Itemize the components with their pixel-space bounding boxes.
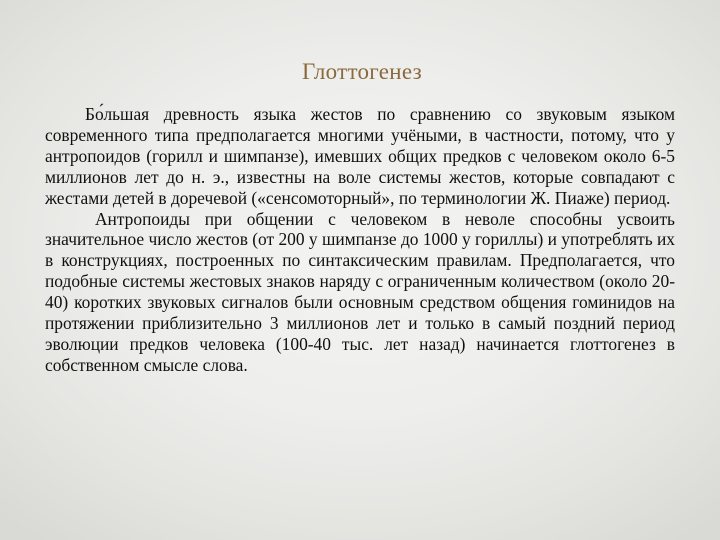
- slide-title: Глоттогенез: [301, 59, 423, 84]
- paragraph-2: Антропоиды при общении с человеком в неволе способны усвоить значительное число жестов (от 200 у шимпанзе до 1000 у гориллы) и употреблять их в конструкциях, построенных по синтаксическим правилам. Предполагается, что подобные системы жестовых знаков наряду с ограниченным количеством (около 20-40) коротких звуковых сигналов были основным средством общения гоминидов на протяжении приблизительно 3 миллионов лет и только в самый поздний период эволюции предков человека (100-40 тыс. лет назад) начинается глоттогенез в собственном смысле слова.: [45, 208, 675, 375]
- paragraph-1: Бо́льшая древность языка жестов по сравнению со звуковым языком современного типа предполагается многими учёными, в частности, потому, что у антропоидов (горилл и шимпанзе), имевших общих предков с человеком около 6-5 миллионов лет до н. э., известны на воле системы жестов, которые совпадают с жестами детей в доречевой («сенсомоторный», по терминологии Ж. Пиаже) период.: [45, 104, 675, 208]
- slide-body: [45, 104, 675, 376]
